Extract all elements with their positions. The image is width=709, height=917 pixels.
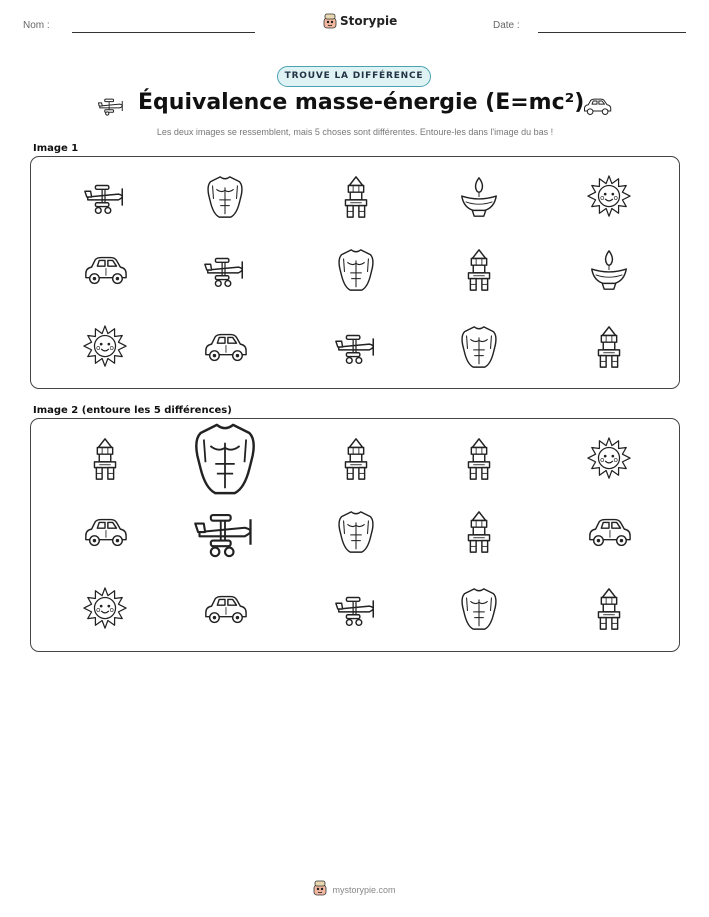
tower-icon [333, 174, 379, 220]
brand-name: Storypie [340, 14, 398, 28]
sun-icon [82, 324, 128, 370]
torso-icon[interactable] [333, 509, 379, 555]
date-label: Date : [493, 20, 520, 31]
storypie-mascot-icon [323, 13, 337, 29]
plane-icon[interactable] [191, 498, 259, 566]
tower-icon[interactable] [456, 436, 502, 482]
car-icon [82, 247, 128, 293]
footer-url[interactable]: mystorypie.com [332, 885, 396, 895]
footer [0, 880, 709, 900]
tower-icon[interactable] [333, 436, 379, 482]
date-field[interactable] [538, 32, 686, 33]
plane-icon [333, 324, 379, 370]
lamp-icon [456, 174, 502, 220]
tower-icon[interactable] [82, 436, 128, 482]
tower-icon [456, 247, 502, 293]
plane-icon[interactable] [333, 586, 379, 632]
name-field[interactable] [72, 32, 255, 33]
torso-icon [202, 174, 248, 220]
plane-icon [82, 174, 128, 220]
plane-icon [202, 247, 248, 293]
tower-icon[interactable] [586, 586, 632, 632]
car-icon[interactable] [82, 509, 128, 555]
sun-icon [586, 174, 632, 220]
tower-icon[interactable] [456, 509, 502, 555]
page-title: Équivalence masse-énergie (E=mc²) [138, 90, 585, 115]
torso-icon[interactable] [456, 586, 502, 632]
instructions: Les deux images se ressemblent, mais 5 choses sont différentes. Entoure-les dans l'image du bas ! [156, 127, 554, 137]
brand-logo [323, 13, 397, 29]
plane-icon [96, 96, 126, 120]
torso-icon[interactable] [186, 420, 264, 498]
torso-icon [333, 247, 379, 293]
lamp-icon [586, 247, 632, 293]
sun-icon[interactable] [586, 436, 632, 482]
activity-badge: TROUVE LA DIFFÉRENCE [277, 66, 431, 87]
image1-label: Image 1 [33, 143, 79, 154]
car-icon[interactable] [202, 586, 248, 632]
car-icon [582, 96, 612, 120]
torso-icon [456, 324, 502, 370]
tower-icon [586, 324, 632, 370]
car-icon [202, 324, 248, 370]
car-icon[interactable] [586, 509, 632, 555]
storypie-mascot-icon [313, 880, 327, 900]
image2-label: Image 2 (entoure les 5 différences) [33, 405, 232, 416]
name-label: Nom : [23, 20, 50, 31]
sun-icon[interactable] [82, 586, 128, 632]
